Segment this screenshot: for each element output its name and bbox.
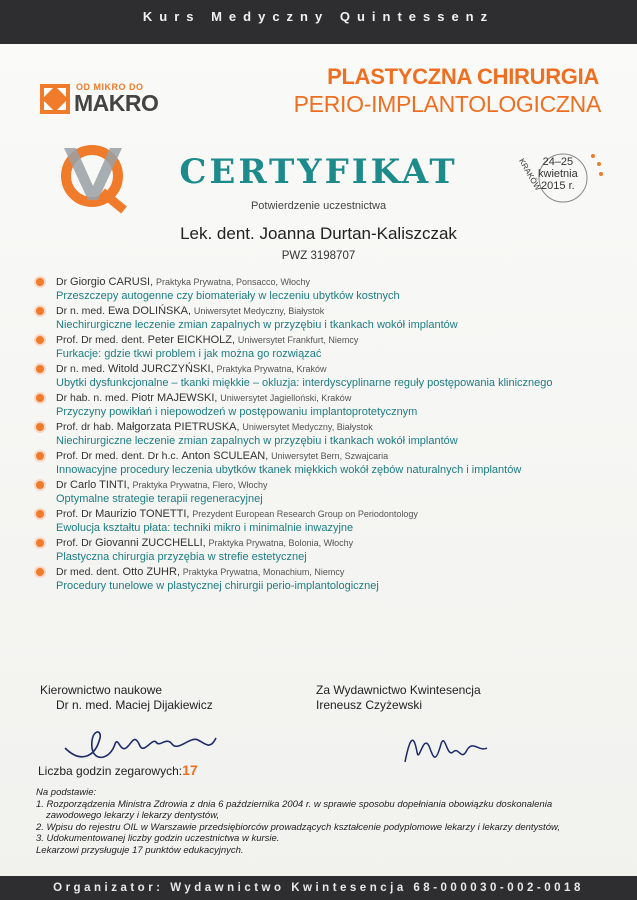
lecturer-name: Otto ZUHR [122,566,177,578]
lecture-item: Prof. Dr med. dent. Peter EICKHOLZ, Uniwersytet Frankfurt, Niemcy Furkacje: gdzie tkwi problem i jak można go rozwiązać [36,334,616,363]
hours-value: 17 [182,762,198,778]
lecturer-affiliation: Prezydent European Research Group on Periodontology [192,509,418,519]
lecturer-name: Ewa DOLIŃSKA [107,305,189,317]
scientific-director-role: Kierownictwo naukowe [40,683,163,697]
lecturer-affiliation: Praktyka Prywatna, Kraków [216,364,327,374]
makro-logo [40,80,190,120]
publisher-role: Za Wydawnictwo Kwintesencja [316,683,481,697]
lecture-item: Prof. Dr Maurizio TONETTI, Prezydent European Research Group on Periodontology Ewolucja kształtu płata: techniki mikro i minimalnie inwazyjne [36,508,616,537]
lecture-topic: Ewolucja kształtu płata: techniki mikro i minimalnie inwazyjne [56,522,354,534]
lecture-topic: Niechirurgiczne leczenie zmian zapalnych w przyzębiu i tkankach wokół implantów [56,435,458,447]
basis-heading: Na podstawie: [36,787,97,798]
lecturer-title: Prof. Dr [56,537,93,549]
basis-item: 2. Wpisu do rejestru OIL w Warszawie przedsiębiorców prowadzących kształcenie podyplomowe lekarzy i lekarzy dentystów, [36,821,560,833]
lecturer-affiliation: Praktyka Prywatna, Bolonia, Włochy [208,538,354,548]
bullet-icon [36,336,44,344]
lecture-topic: Przeszczepy autogenne czy biomateriały w leczeniu ubytków kostnych [56,290,400,302]
participant-pwz: PWZ 3198707 [281,250,356,262]
scientific-director-name: Dr n. med. Maciej Dijakiewicz [56,698,213,712]
top-banner: Kurs Medyczny Quintessenz [0,0,637,44]
certificate-subtitle: Potwierdzenie uczestnictwa [250,200,387,212]
lecturer-title: Dr n. med. [56,305,106,317]
publisher-name: Ireneusz Czyżewski [316,698,423,712]
course-title-line1: PLASTYCZNA CHIRURGIA [327,64,599,89]
lecturer-affiliation: Uniwersytet Frankfurt, Niemcy [237,335,359,345]
basis-item: 3. Udokumentowanej liczby godzin uczestnictwa w kursie. [36,833,280,845]
lecturer-name: Peter EICKHOLZ [147,334,232,346]
lecture-topic: Innowacyjne procedury leczenia ubytków tkanek miękkich wokół zębów naturalnych i implantów [56,464,522,476]
lecturer-name: Witold JURCZYŃSKI [107,363,211,375]
basis-item: 1. Rozporządzenia Ministra Zdrowia z dnia 6 października 2004 r. w sprawie sposobu dopełniania obowiązku doskonalenia [36,798,553,810]
bullet-icon [36,394,44,402]
lecturer-affiliation: Uniwersytet Medyczny, Białystok [242,422,373,432]
lecture-item: Prof. dr hab. Małgorzata PIETRUSKA, Uniwersytet Medyczny, Białystok Niechirurgiczne leczenie zmian zapalnych w przyzębiu i tkankach wokół implantów [36,421,616,450]
stamp-year: 2015 r. [541,180,575,192]
lecturer-name: Anton SCULEAN [181,450,266,462]
stamp-city: KRAKÓW [516,156,543,193]
lecturer-title: Dr [56,479,68,491]
lecturer-title: Prof. Dr med. dent. Dr h.c. [56,450,179,462]
publisher-signature [395,722,495,772]
bullet-icon [36,307,44,315]
arrows-icon [40,84,70,114]
lecture-item: Prof. Dr Giovanni ZUCCHELLI, Praktyka Prywatna, Bolonia, Włochy Plastyczna chirurgia przyzębia w strefie estetycznej [36,537,616,566]
bullet-icon [36,278,44,286]
stamp-dates [538,156,578,192]
bullet-icon [36,510,44,518]
lecturer-affiliation: Praktyka Prywatna, Monachium, Niemcy [182,567,345,577]
lecturer-name: Małgorzata PIETRUSKA [116,421,237,433]
lecture-item: Prof. Dr med. dent. Dr h.c. Anton SCULEAN, Uniwersytet Bern, Szwajcaria Innowacyjne procedury leczenia ubytków tkanek miękkich wokół zębów naturalnych i implantów [36,450,616,479]
lecture-topic: Furkacje: gdzie tkwi problem i jak można go rozwiązać [56,348,322,360]
lecturer-title: Dr hab. n. med. [56,392,129,404]
lecturer-affiliation: Praktyka Prywatna, Flero, Włochy [132,480,268,490]
bullet-icon [36,568,44,576]
stamp-month: kwietnia [538,168,578,180]
lecturer-title: Prof. dr hab. [56,421,114,433]
logo-tagline: OD MIKRO DO [76,82,144,92]
lecturer-title: Prof. Dr [56,508,93,520]
logo-wordmark: MAKRO [74,90,159,116]
lecturer-affiliation: Uniwersytet Bern, Szwajcaria [271,451,389,461]
basis-item: Lekarzowi przysługuje 17 punktów edukacyjnych. [36,844,244,856]
lecture-topic: Niechirurgiczne leczenie zmian zapalnych w przyzębiu i tkankach wokół implantów [56,319,458,331]
lecturer-name: Carlo TINTI [70,479,127,491]
lecturer-title: Dr [56,276,68,288]
lecturer-name: Maurizio TONETTI [95,508,187,520]
stamp-days: 24–25 [542,156,574,168]
certificate-heading: CERTYFIKAT [179,152,458,192]
director-signature [60,718,220,768]
lecturer-title: Dr med. dent. [56,566,120,578]
lecture-item: Dr n. med. Witold JURCZYŃSKI, Praktyka Prywatna, Kraków Ubytki dysfunkcjonalne – tkanki miękkie – okluzja: interdyscyplinarne reguły postępowania klinicznego [36,363,616,392]
lecture-topic: Ubytki dysfunkcjonalne – tkanki miękkie – okluzja: interdyscyplinarne reguły postępowania klinicznego [56,377,553,389]
lecturer-title: Dr n. med. [56,363,106,375]
hours-label: Liczba godzin zegarowych: [38,764,183,778]
bullet-icon [36,539,44,547]
hours-line [38,762,198,778]
lecturer-title: Prof. Dr med. dent. [56,334,145,346]
legal-basis [36,787,616,857]
lecturer-affiliation: Uniwersytet Jagielloński, Kraków [220,393,352,403]
basis-item: zawodowego lekarzy i lekarzy dentystów, [46,810,220,822]
bullet-icon [36,365,44,373]
lecture-topic: Przyczyny powikłań i niepowodzeń w postępowaniu implantoprotetycznym [56,406,418,418]
lecturer-name: Piotr MAJEWSKI [131,392,215,404]
lecture-topic: Plastyczna chirurgia przyzębia w strefie estetycznej [56,551,307,563]
course-title-line2: PERIO-IMPLANTOLOGICZNA [293,91,601,117]
lecture-topic: Procedury tunelowe w plastycznej chirurgii perio-implantologicznej [56,580,379,592]
lecture-item: Dr Giorgio CARUSI, Praktyka Prywatna, Ponsacco, Włochy Przeszczepy autogenne czy biomateriały w leczeniu ubytków kostnych [36,276,616,305]
bullet-icon [36,481,44,489]
organizer-banner: Organizator: Wydawnictwo Kwintesencja 68-000030-002-0018 [0,876,637,900]
lecture-item: Dr med. dent. Otto ZUHR, Praktyka Prywatna, Monachium, Niemcy Procedury tunelowe w plastycznej chirurgii perio-implantologicznej [36,566,616,595]
bullet-icon [36,452,44,460]
lecturer-affiliation: Praktyka Prywatna, Ponsacco, Włochy [155,277,310,287]
bullet-icon [36,423,44,431]
lecture-list [36,276,616,595]
participant-name: Lek. dent. Joanna Durtan-Kaliszczak [180,224,457,243]
lecturer-affiliation: Uniwersytet Medyczny, Białystok [193,306,325,316]
lecture-item: Dr n. med. Ewa DOLIŃSKA, Uniwersytet Medyczny, Białystok Niechirurgiczne leczenie zmian zapalnych w przyzębiu i tkankach wokół implantów [36,305,616,334]
lecture-item: Dr hab. n. med. Piotr MAJEWSKI, Uniwersytet Jagielloński, Kraków Przyczyny powikłań i niepowodzeń w postępowaniu implantoprotetycznym [36,392,616,421]
lecturer-name: Giorgio CARUSI [70,276,151,288]
lecture-item: Dr Carlo TINTI, Praktyka Prywatna, Flero, Włochy Optymalne strategie terapii regeneracyjnej [36,479,616,508]
lecturer-name: Giovanni ZUCCHELLI [95,537,203,549]
lecture-topic: Optymalne strategie terapii regeneracyjnej [56,493,263,505]
